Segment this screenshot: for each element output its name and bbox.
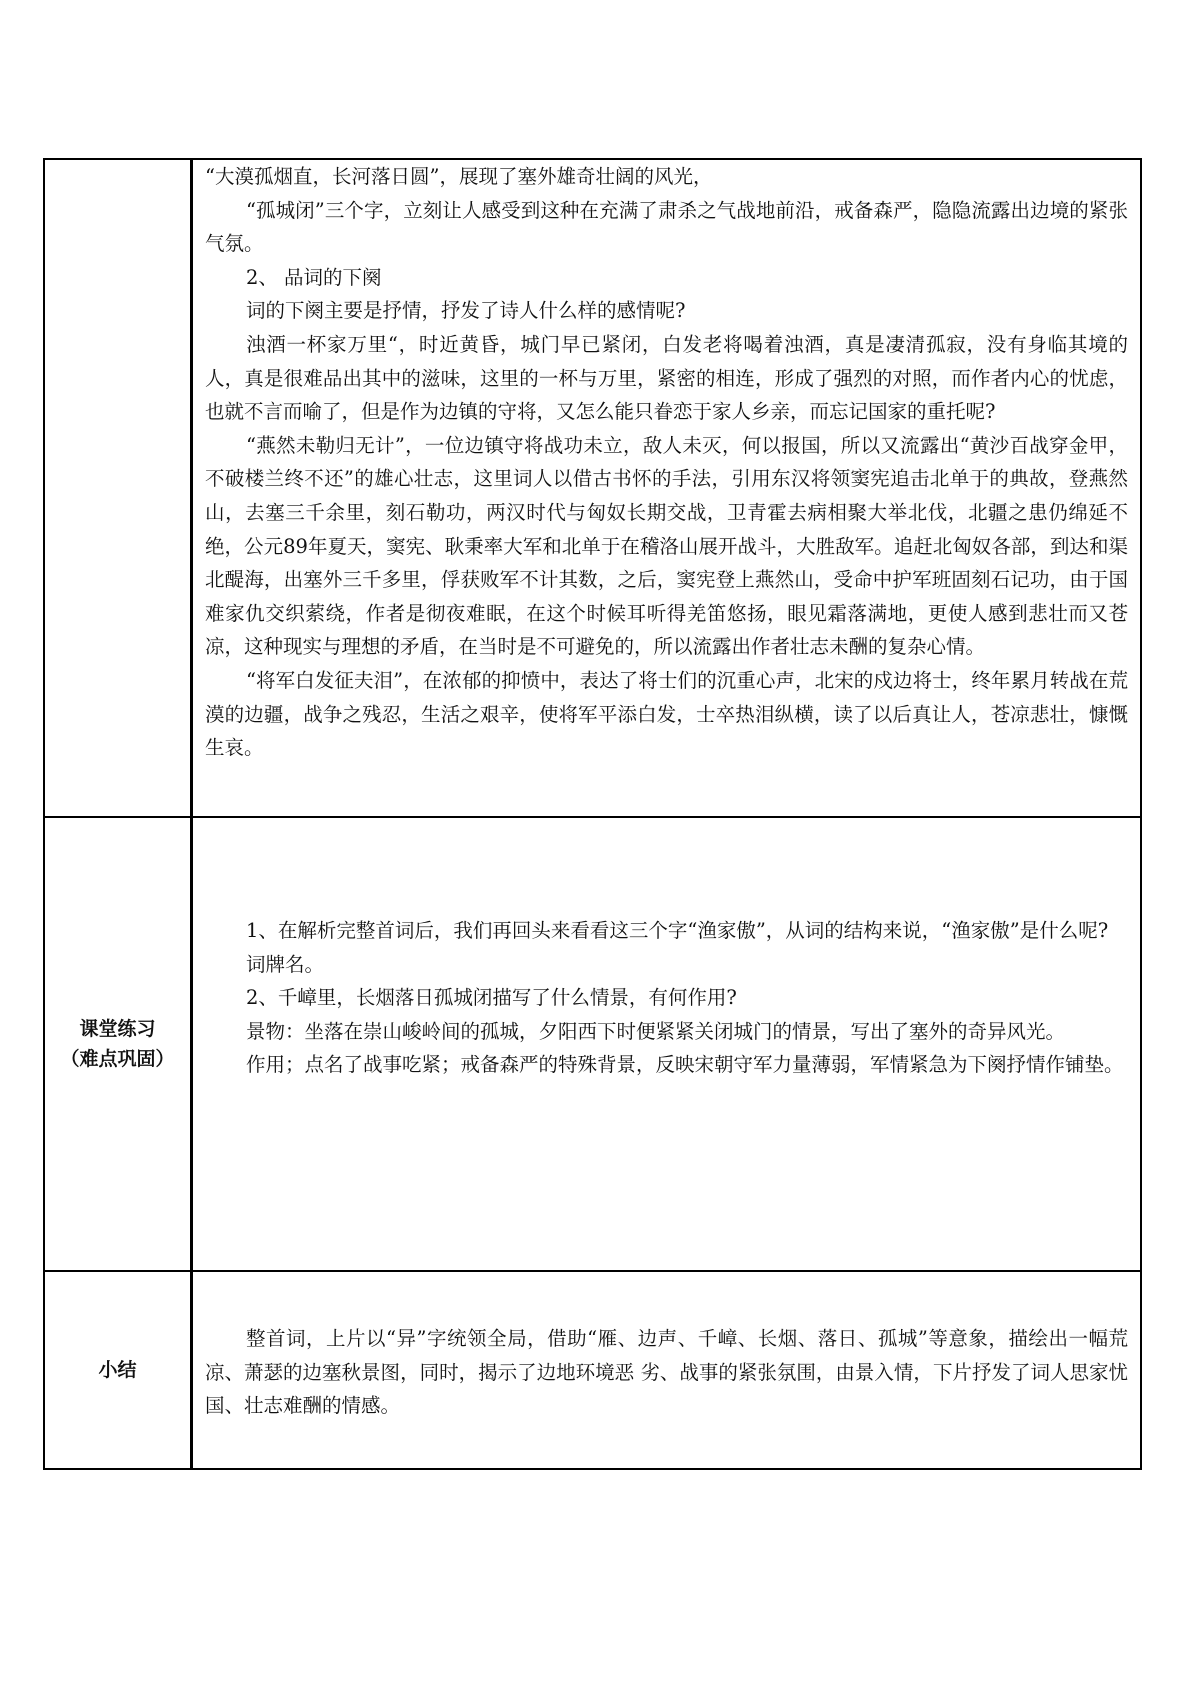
row-label-summary bbox=[45, 1272, 193, 1468]
paragraph: 2、千嶂里，长烟落日孤城闭描写了什么情景，有何作用? bbox=[245, 986, 737, 1010]
paragraph: “将军白发征夫泪”，在浓郁的抑愤中，表达了将士们的沉重心声，北宋的戍边将士，终年累月转战在荒漠的边疆，战争之残忍，生活之艰辛，使将军平添白发，士卒热泪纵横，读了以后真让人，苍凉悲壮，慷慨生哀。 bbox=[205, 668, 1128, 760]
table-row-reading bbox=[45, 160, 1140, 816]
section-heading: 2、 品词的下阕 bbox=[245, 265, 382, 289]
content-cell-summary bbox=[193, 1272, 1140, 1468]
paragraph: “孤城闭”三个字，立刻让人感受到这种在充满了肃杀之气战地前沿，戒备森严，隐隐流露出边境的紧张气氛。 bbox=[205, 198, 1128, 256]
row-label-line: 课堂练习 bbox=[79, 1018, 156, 1040]
row-label-empty bbox=[45, 160, 193, 816]
paragraph: 作用；点名了战事吃紧；戒备森严的特殊背景，反映宋朝守军力量薄弱，军情紧急为下阕抒情作铺垫。 bbox=[245, 1053, 1124, 1077]
table-row-summary bbox=[45, 1270, 1140, 1468]
row-label-exercise bbox=[45, 818, 193, 1270]
lesson-table bbox=[43, 158, 1142, 1470]
row-label-line: （难点巩固） bbox=[60, 1048, 175, 1070]
paragraph: 词牌名。 bbox=[245, 952, 324, 976]
paragraph: “燕然未勒归无计”，一位边镇守将战功未立，敌人未灭，何以报国，所以又流露出“黄沙百战穿金甲，不破楼兰终不还”的雄心壮志，这里词人以借古书怀的手法，引用东汉将领窦宪追击北单于的典故，登燕然山，去塞三千余里，刻石勒功，两汉时代与匈奴长期交战，卫青霍去病相聚大举北伐，北疆之患仍绵延不绝，公元89年夏天，窦宪、耿秉率大军和北单于在稽洛山展开战斗，大胜敌军。追赶北匈奴各部，到达和渠北醍海，出塞外三千多里，俘获败军不计其数，之后，窦宪登上燕然山，受命中护军班固刻石记功，由于国难家仇交织萦绕，作者是彻夜难眠，在这个时候耳听得羌笛悠扬，眼见霜落满地，更使人感到悲壮而又苍凉，这种现实与理想的矛盾，在当时是不可避免的，所以流露出作者壮志未酬的复杂心情。 bbox=[205, 433, 1128, 659]
paragraph: 景物：坐落在崇山峻岭间的孤城，夕阳西下时便紧紧关闭城门的情景，写出了塞外的奇异风光。 bbox=[245, 1019, 1065, 1043]
paragraph: “大漠孤烟直，长河落日圆”，展现了塞外雄奇壮阔的风光， bbox=[205, 165, 713, 188]
paragraph: 词的下阕主要是抒情，抒发了诗人什么样的感情呢? bbox=[245, 299, 686, 323]
paragraph: 1、在解析完整首词后，我们再回头来看看这三个字“渔家傲”，从词的结构来说，“渔家傲”是什么呢? bbox=[245, 919, 1109, 942]
content-cell-exercise bbox=[193, 818, 1140, 1270]
content-cell-reading bbox=[193, 160, 1140, 816]
paragraph: 浊酒一杯家万里“，时近黄昏，城门早已紧闭，白发老将喝着浊酒，真是凄清孤寂，没有身临其境的人，真是很难品出其中的滋味，这里的一杯与万里，紧密的相连，形成了强烈的对照，而作者内心的忧虑，也就不言而喻了，但是作为边镇的守将，又怎么能只眷恋于家人乡亲，而忘记国家的重托呢? bbox=[205, 332, 1128, 424]
paragraph: 整首词，上片以“异”字统领全局，借助“雁、边声、千嶂、长烟、落日、孤城”等意象，描绘出一幅荒凉、萧瑟的边塞秋景图，同时，揭示了边地环境恶 劣、战事的紧张氛围，由景入情，下片抒发了词人思家忧国、壮志难酬的情感。 bbox=[205, 1327, 1128, 1418]
row-label-line: 小结 bbox=[98, 1359, 137, 1381]
table-row-exercise bbox=[45, 816, 1140, 1270]
